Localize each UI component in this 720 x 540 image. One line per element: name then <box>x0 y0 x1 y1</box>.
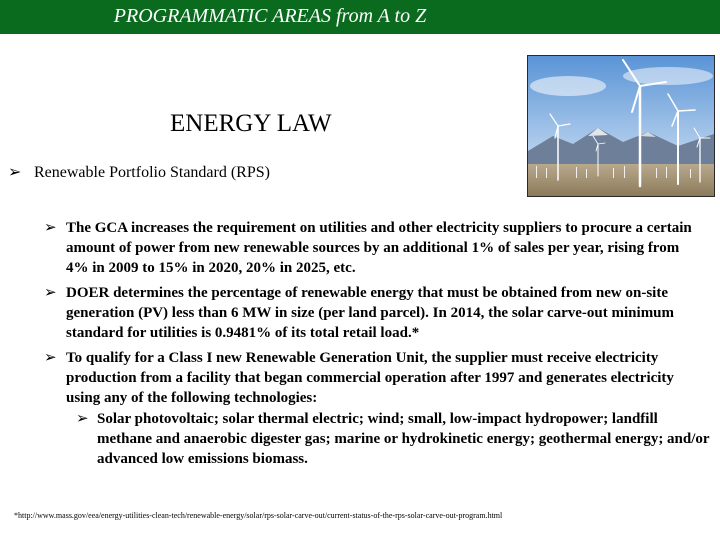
subbullet-doer <box>44 283 694 343</box>
arrow-bullet-icon: ➢ <box>44 350 57 366</box>
subbullet-text: To qualify for a Class I new Renewable Generation Unit, the supplier must receive electricity production from a facility that began commercial operation after 1997 and generates electricity using any of the following technologies: <box>66 350 674 406</box>
arrow-bullet-icon: ➢ <box>44 220 57 236</box>
subsubbullet-technologies <box>76 409 716 469</box>
bullet-text: Renewable Portfolio Standard (RPS) <box>34 164 270 181</box>
footnote-url: *http://www.mass.gov/eea/energy-utilities-clean-tech/renewable-energy/solar/rps-solar-carve-out/current-status-of-the-rps-solar-carve-out-program.html <box>14 511 503 520</box>
subbullet-class-i <box>44 348 694 408</box>
slide-title: PROGRAMMATIC AREAS from A to Z <box>113 5 427 27</box>
subsubbullet-text: Solar photovoltaic; solar thermal electric; wind; small, low-impact hydropower; landfill methane and anaerobic digester gas; marine or hydrokinetic energy; geothermal energy; and/or advanced low emissions biomass. <box>97 411 710 467</box>
subbullet-text: The GCA increases the requirement on utilities and other electricity suppliers to procure a certain amount of power from new renewable sources by an additional 1% of sales per year, rising from 4% in 2009 to 15% in 2020, 20% in 2025, etc. <box>66 220 692 276</box>
wind-turbines-photo <box>527 55 715 197</box>
arrow-bullet-icon: ➢ <box>76 411 89 427</box>
section-heading: ENERGY LAW <box>170 110 332 137</box>
title-bar <box>0 0 720 34</box>
subbullet-text: DOER determines the percentage of renewable energy that must be obtained from new on-site generation (PV) less than 6 MW in size (per land parcel). In 2014, the solar carve-out minimum standard for utilities is 0.9481% of its total retail load.* <box>66 285 675 341</box>
arrow-bullet-icon: ➢ <box>44 285 57 301</box>
subbullet-gca <box>44 218 694 278</box>
arrow-bullet-icon: ➢ <box>8 164 22 181</box>
bullet-rps <box>8 163 508 183</box>
